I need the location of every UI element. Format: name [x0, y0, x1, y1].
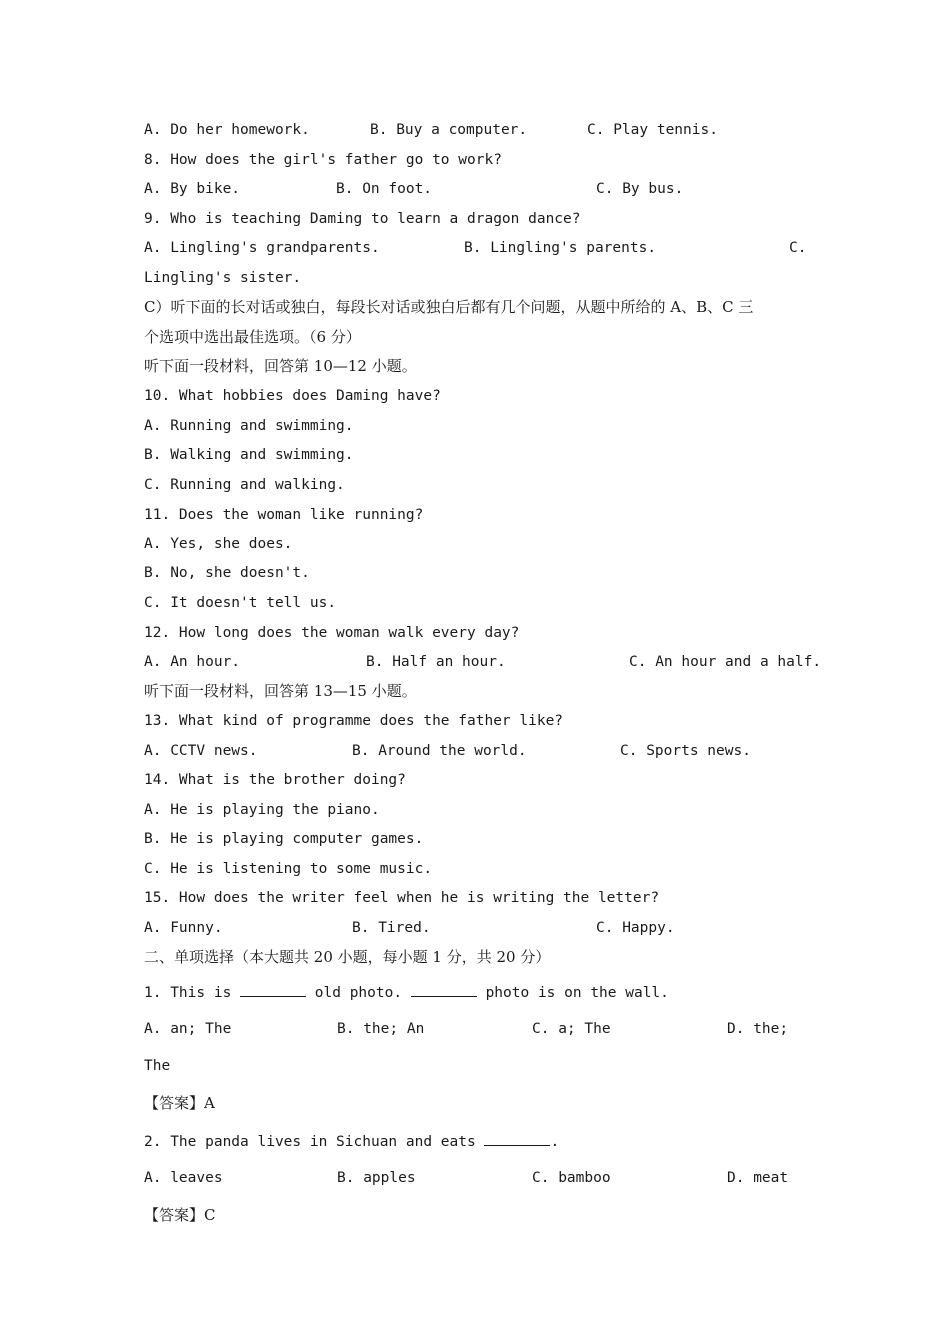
q7-option-a: A. Do her homework.	[144, 122, 310, 138]
sc-q2-option-b: B. apples	[337, 1170, 416, 1186]
sc-q1-text-1: 1. This is	[144, 985, 232, 1001]
q10-option-c: C. Running and walking.	[144, 477, 345, 493]
q12-option-c: C. An hour and a half.	[629, 654, 822, 670]
sc-q1-blank-2	[411, 982, 477, 997]
sc-q1-option-d-text: The	[144, 1058, 171, 1074]
q10-question: 10. What hobbies does Daming have?	[144, 388, 441, 404]
q12-question: 12. How long does the woman walk every day?	[144, 625, 520, 641]
q9-option-b: B. Lingling's parents.	[464, 240, 657, 256]
sc-q1-option-c: C. a; The	[532, 1021, 611, 1037]
q8-option-b: B. On foot.	[336, 181, 433, 197]
q15-question: 15. How does the writer feel when he is writing the letter?	[144, 890, 660, 906]
material2-intro: 听下面一段材料，回答第 13—15 小题。	[144, 682, 417, 700]
section-c-instructions-line2: 个选项中选出最佳选项。（6 分）	[144, 328, 361, 346]
q7-option-b: B. Buy a computer.	[370, 122, 528, 138]
q11-option-a: A. Yes, she does.	[144, 536, 293, 552]
q14-question: 14. What is the brother doing?	[144, 772, 406, 788]
q8-question: 8. How does the girl's father go to work?	[144, 152, 502, 168]
q9-option-a: A. Lingling's grandparents.	[144, 240, 380, 256]
q7-option-c: C. Play tennis.	[587, 122, 718, 138]
sc-q1-text-2: old photo.	[314, 985, 403, 1001]
sc-q1-question	[144, 982, 669, 1003]
sc-q2-text-2: .	[550, 1134, 560, 1150]
sc-q2-question	[144, 1131, 559, 1152]
q13-question: 13. What kind of programme does the father like?	[144, 713, 564, 729]
sc-q2-option-d: D. meat	[727, 1170, 789, 1186]
sc-q1-option-b: B. the; An	[337, 1021, 425, 1037]
sc-q1-blank-1	[240, 982, 306, 997]
q11-option-c: C. It doesn't tell us.	[144, 595, 337, 611]
q10-option-b: B. Walking and swimming.	[144, 447, 354, 463]
sc-q1-answer: 【答案】A	[144, 1094, 215, 1112]
q14-option-c: C. He is listening to some music.	[144, 861, 433, 877]
q11-question: 11. Does the woman like running?	[144, 507, 424, 523]
q15-option-b: B. Tired.	[352, 920, 431, 936]
sc-q2-answer: 【答案】C	[144, 1206, 216, 1224]
sc-q1-option-a: A. an; The	[144, 1021, 232, 1037]
q13-option-a: A. CCTV news.	[144, 743, 258, 759]
q9-option-c-text: Lingling's sister.	[144, 270, 302, 286]
q10-option-a: A. Running and swimming.	[144, 418, 354, 434]
q11-option-b: B. No, she doesn't.	[144, 565, 310, 581]
sc-q2-option-a: A. leaves	[144, 1170, 223, 1186]
q13-option-c: C. Sports news.	[620, 743, 751, 759]
q8-option-c: C. By bus.	[596, 181, 684, 197]
sc-q2-text-1: 2. The panda lives in Sichuan and eats	[144, 1134, 476, 1150]
single-choice-heading: 二、单项选择（本大题共 20 小题，每小题 1 分，共 20 分）	[144, 948, 551, 966]
sc-q2-option-c: C. bamboo	[532, 1170, 611, 1186]
q15-option-c: C. Happy.	[596, 920, 675, 936]
section-c-instructions-line1: C）听下面的长对话或独白，每段长对话或独白后都有几个问题，从题中所给的 A、B、C 三	[144, 298, 754, 316]
sc-q1-text-3: photo is on the wall.	[485, 985, 669, 1001]
q12-option-a: A. An hour.	[144, 654, 241, 670]
q14-option-a: A. He is playing the piano.	[144, 802, 380, 818]
sc-q2-blank	[484, 1131, 550, 1146]
q9-option-c-label: C.	[789, 240, 807, 256]
q14-option-b: B. He is playing computer games.	[144, 831, 424, 847]
q9-question: 9. Who is teaching Daming to learn a dragon dance?	[144, 211, 581, 227]
q13-option-b: B. Around the world.	[352, 743, 527, 759]
sc-q1-option-d-label: D. the;	[727, 1021, 789, 1037]
q12-option-b: B. Half an hour.	[366, 654, 506, 670]
q8-option-a: A. By bike.	[144, 181, 241, 197]
material1-intro: 听下面一段材料，回答第 10—12 小题。	[144, 357, 417, 375]
q15-option-a: A. Funny.	[144, 920, 223, 936]
